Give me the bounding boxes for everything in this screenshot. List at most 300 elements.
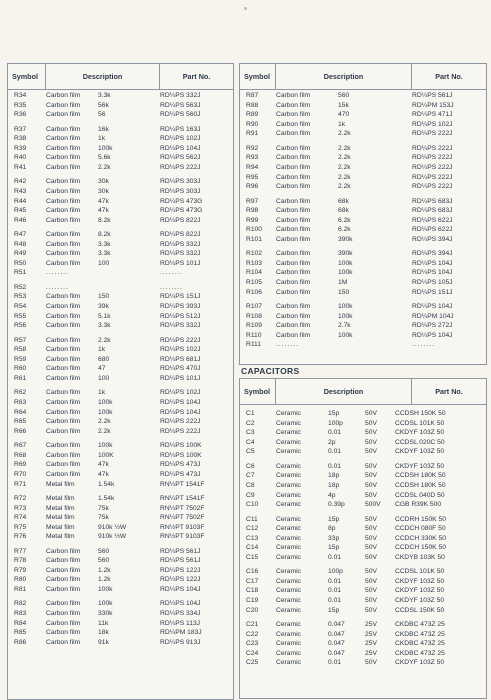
table-row xyxy=(240,409,486,419)
voltage-cell: 50V xyxy=(365,659,377,667)
type-cell: Carbon film xyxy=(46,355,81,363)
type-cell: Carbon film xyxy=(276,226,311,234)
part-no-cell: RN½PT 9103F xyxy=(160,533,205,541)
symbol-cell: C9 xyxy=(246,491,255,499)
symbol-cell: R56 xyxy=(14,322,27,330)
part-no-cell: RD¼PS 102J xyxy=(412,120,453,128)
table-row xyxy=(8,187,233,197)
value-cell: 6.2k xyxy=(338,216,351,224)
type-cell: Ceramic xyxy=(276,587,301,595)
part-no-cell: RD¼PS 822J xyxy=(160,231,201,239)
part-no-cell: RD¼PS 622J xyxy=(412,226,453,234)
type-cell: Carbon film xyxy=(276,154,311,162)
part-no-cell: RD¼PS 101J xyxy=(160,259,201,267)
value-cell: 75k xyxy=(98,504,109,512)
value-cell: 18p xyxy=(328,481,340,489)
type-cell: Ceramic xyxy=(276,472,301,480)
part-no-cell: RD¼PS 303J xyxy=(160,187,201,195)
type-cell: Carbon film xyxy=(276,269,311,277)
type-cell: Carbon film xyxy=(276,101,311,109)
part-no-cell: RD¼PS 104J xyxy=(160,144,201,152)
value-cell: 2.2k xyxy=(338,144,351,152)
symbol-cell: C2 xyxy=(246,419,255,427)
value-cell: 15p xyxy=(328,410,340,417)
type-cell: Ceramic xyxy=(276,491,301,499)
value-cell: 15p xyxy=(328,544,340,552)
part-no-cell: CKDYF 103Z 50 xyxy=(395,448,445,456)
table-row xyxy=(8,374,233,384)
resistor-table-left xyxy=(7,63,234,700)
type-cell: Carbon film xyxy=(46,154,81,162)
symbol-cell: R52 xyxy=(14,283,27,291)
part-no-cell: CCDCH 080F 50 xyxy=(395,525,446,533)
part-no-cell: RD¼PS 473J xyxy=(160,470,201,478)
type-cell: Carbon film xyxy=(276,183,311,191)
symbol-cell: C3 xyxy=(246,429,255,437)
symbol-cell: R63 xyxy=(14,399,27,406)
symbol-cell: C16 xyxy=(246,568,259,576)
type-cell: Metal film xyxy=(46,504,75,512)
value-cell: 39k xyxy=(98,303,109,311)
value-cell: 56 xyxy=(98,111,106,119)
symbol-cell: R109 xyxy=(246,322,262,330)
type-cell: Ceramic xyxy=(276,606,301,614)
table-row xyxy=(240,553,486,563)
table-row xyxy=(240,567,486,577)
header-description: Description xyxy=(276,64,412,89)
value-cell: 0.047 xyxy=(328,630,345,638)
table-row xyxy=(240,163,486,173)
part-no-cell: RD¼PS 100K xyxy=(160,451,202,459)
type-cell: Carbon film xyxy=(46,600,81,608)
voltage-cell: 50V xyxy=(365,472,377,480)
table-row xyxy=(8,177,233,187)
value-cell: 3.3k xyxy=(98,322,111,330)
symbol-cell: R89 xyxy=(246,111,259,119)
type-cell: Ceramic xyxy=(276,597,301,605)
part-no-cell: RD¼PS 102J xyxy=(160,135,201,143)
table-row xyxy=(240,620,486,630)
type-cell: ........ xyxy=(46,269,69,277)
table-header xyxy=(240,379,486,405)
value-cell: 560 xyxy=(98,557,110,565)
value-cell: 390k xyxy=(338,235,353,243)
table-row xyxy=(240,101,486,111)
table-row xyxy=(240,447,486,457)
value-cell: 15p xyxy=(328,606,340,614)
type-cell: Ceramic xyxy=(276,429,301,437)
table-row xyxy=(240,249,486,259)
value-cell: 100k xyxy=(98,586,113,594)
value-cell: 75k xyxy=(98,514,109,522)
table-row xyxy=(8,575,233,585)
voltage-cell: 50V xyxy=(365,448,377,456)
type-cell: Ceramic xyxy=(276,501,301,509)
voltage-cell: 50V xyxy=(365,606,377,614)
part-no-cell: RD¼PS 303J xyxy=(160,178,201,186)
voltage-cell: 50V xyxy=(365,419,377,427)
symbol-cell: C18 xyxy=(246,587,259,595)
part-no-cell: CCDSH 180K 50 xyxy=(395,481,446,489)
table-row xyxy=(240,129,486,139)
type-cell: Carbon film xyxy=(276,111,311,119)
type-cell: Carbon film xyxy=(46,336,81,344)
symbol-cell: C11 xyxy=(246,515,258,523)
table-row xyxy=(8,408,233,418)
table-row xyxy=(8,125,233,135)
part-no-cell: RD¼PS 222J xyxy=(412,163,453,171)
symbol-cell: C8 xyxy=(246,481,255,489)
table-row xyxy=(8,599,233,609)
type-cell: Ceramic xyxy=(276,534,301,542)
part-no-cell: CKDYB 103K 50 xyxy=(395,553,445,561)
type-cell: Carbon film xyxy=(46,547,81,555)
value-cell: 68k xyxy=(338,207,349,215)
symbol-cell: R48 xyxy=(14,240,27,248)
header-part-no: Part No. xyxy=(182,72,211,81)
type-cell: Carbon film xyxy=(46,586,81,594)
value-cell: 470 xyxy=(338,111,350,119)
table-row xyxy=(240,216,486,226)
type-cell: Carbon film xyxy=(46,231,81,239)
type-cell: Carbon film xyxy=(46,451,81,459)
type-cell: Ceramic xyxy=(276,544,301,552)
symbol-cell: R61 xyxy=(14,375,27,383)
part-no-cell: RD¼PS 332J xyxy=(160,250,201,258)
value-cell: 0.047 xyxy=(328,640,345,648)
type-cell: Carbon film xyxy=(276,144,311,152)
type-cell: Carbon film xyxy=(276,197,311,205)
value-cell: 2.2k xyxy=(338,183,351,191)
part-no-cell: RD¼PS 272J xyxy=(412,322,453,330)
symbol-cell: R88 xyxy=(246,101,259,109)
table-row xyxy=(240,288,486,298)
voltage-cell: 50V xyxy=(365,544,377,552)
type-cell: Carbon film xyxy=(46,303,81,311)
table-row xyxy=(8,585,233,595)
value-cell: 0.047 xyxy=(328,649,345,657)
symbol-cell: R79 xyxy=(14,566,27,574)
symbol-cell: R37 xyxy=(14,125,27,133)
type-cell: Carbon film xyxy=(46,399,81,406)
symbol-cell: C13 xyxy=(246,534,259,542)
voltage-cell: 50V xyxy=(365,587,377,595)
table-row xyxy=(8,441,233,451)
value-cell: 390k xyxy=(338,250,353,258)
type-cell: Ceramic xyxy=(276,481,301,489)
type-cell: Carbon film xyxy=(46,92,81,99)
part-no-cell: RD¼PS 122J xyxy=(160,566,201,574)
value-cell: 18k xyxy=(98,629,109,637)
type-cell: Ceramic xyxy=(276,649,301,657)
part-no-cell: CKDYF 103Z 50 xyxy=(395,462,445,470)
type-cell: Metal film xyxy=(46,480,75,488)
part-no-cell: RD¼PS 561J xyxy=(412,92,453,99)
symbol-cell: R39 xyxy=(14,144,27,152)
table-row xyxy=(8,283,233,293)
part-no-cell: CKDBC 473Z 25 xyxy=(395,649,445,657)
part-no-cell: RD¼PS 393J xyxy=(160,303,201,311)
part-no-cell: RD¼PS 222J xyxy=(412,130,453,138)
symbol-cell: C1 xyxy=(246,410,255,417)
page-mark xyxy=(244,7,247,10)
part-no-cell: RD¼PS 104J xyxy=(412,269,453,277)
voltage-cell: 25V xyxy=(365,621,377,629)
type-cell: Carbon film xyxy=(46,427,81,435)
value-cell: 0.39p xyxy=(328,501,345,509)
value-cell: 30k xyxy=(98,187,109,195)
symbol-cell: C14 xyxy=(246,544,259,552)
part-no-cell: RN¼PT 7502F xyxy=(160,514,205,522)
value-cell: 150 xyxy=(98,293,110,301)
part-no-cell: RD¼PS 104J xyxy=(160,586,201,594)
voltage-cell: 25V xyxy=(365,649,377,657)
symbol-cell: R85 xyxy=(14,629,27,637)
table-row xyxy=(8,494,233,504)
part-no-cell: CKDBC 473Z 25 xyxy=(395,621,445,629)
part-no-cell: CCDSL 040D 50 xyxy=(395,491,445,499)
value-cell: 2.2k xyxy=(98,418,111,426)
part-no-cell: RD¼PS 473G xyxy=(160,197,203,205)
part-no-cell: RD¼PS 100K xyxy=(160,442,202,450)
type-cell: Carbon film xyxy=(46,312,81,320)
table-row xyxy=(8,388,233,398)
table-row xyxy=(240,206,486,216)
part-no-cell: RN¼PT 1541F xyxy=(160,480,205,488)
symbol-cell: R104 xyxy=(246,269,262,277)
symbol-cell: R38 xyxy=(14,135,27,143)
symbol-cell: R96 xyxy=(246,183,259,191)
table-row xyxy=(8,292,233,302)
part-no-cell: RD¼PS 473G xyxy=(160,207,203,215)
part-no-cell: RD¼PS 470J xyxy=(160,365,201,373)
symbol-cell: R59 xyxy=(14,355,27,363)
value-cell: 1k xyxy=(98,135,106,143)
part-no-cell: RN¼PT 1541F xyxy=(160,494,205,502)
type-cell: Metal film xyxy=(46,533,75,541)
part-no-cell: CKDYF 103Z 50 xyxy=(395,659,445,667)
table-row xyxy=(240,278,486,288)
part-no-cell: RD¼PS 104J xyxy=(160,399,201,406)
type-cell: Carbon film xyxy=(46,163,81,171)
value-cell: 100k xyxy=(338,269,353,277)
table-row xyxy=(8,523,233,533)
value-cell: 8p xyxy=(328,525,336,533)
part-no-cell: RD¼PM 183J xyxy=(160,629,202,637)
symbol-cell: R71 xyxy=(14,480,27,488)
type-cell: Carbon film xyxy=(276,331,311,339)
part-no-cell: CCDSL 101K 50 xyxy=(395,419,445,427)
value-cell: 2.2k xyxy=(338,173,351,181)
value-cell: 1.2k xyxy=(98,576,111,584)
type-cell: Carbon film xyxy=(276,279,311,287)
value-cell: 3.3k xyxy=(98,240,111,248)
table-row xyxy=(240,524,486,534)
type-cell: Carbon film xyxy=(46,101,81,109)
table-row xyxy=(8,609,233,619)
table-row xyxy=(240,182,486,192)
type-cell: Carbon film xyxy=(276,235,311,243)
symbol-cell: C12 xyxy=(246,525,259,533)
type-cell: Ceramic xyxy=(276,630,301,638)
symbol-cell: C23 xyxy=(246,640,259,648)
symbol-cell: R107 xyxy=(246,303,262,311)
symbol-cell: R92 xyxy=(246,144,259,152)
part-no-cell: RD¼PS 562J xyxy=(160,154,201,162)
value-cell: 100k xyxy=(98,408,113,416)
table-row xyxy=(240,91,486,101)
value-cell: 100k xyxy=(98,600,113,608)
type-cell: Ceramic xyxy=(276,462,301,470)
voltage-cell: 50V xyxy=(365,438,377,446)
table-row xyxy=(8,480,233,490)
symbol-cell: R99 xyxy=(246,216,259,224)
table-row xyxy=(240,419,486,429)
value-cell: 100k xyxy=(98,144,113,152)
type-cell: Carbon film xyxy=(46,322,81,330)
symbol-cell: R53 xyxy=(14,293,27,301)
part-no-cell: CKDYF 103Z 50 xyxy=(395,597,445,605)
value-cell xyxy=(98,268,160,278)
symbol-cell: R43 xyxy=(14,187,27,195)
part-no-cell: RD¼PS 102J xyxy=(160,389,201,397)
part-no-cell: RD¼PS 122J xyxy=(160,576,201,584)
part-no-cell: RD¼PS 332J xyxy=(160,240,201,248)
type-cell: ........ xyxy=(46,283,69,291)
symbol-cell: R58 xyxy=(14,346,27,354)
symbol-cell: R83 xyxy=(14,610,27,618)
table-row xyxy=(240,438,486,448)
table-row xyxy=(8,364,233,374)
type-cell: Carbon film xyxy=(46,461,81,469)
table-row xyxy=(240,340,486,350)
table-row xyxy=(8,249,233,259)
value-cell xyxy=(338,340,412,350)
part-no-cell: RD¼PS 105J xyxy=(412,279,453,287)
table-row xyxy=(240,481,486,491)
part-no-cell: RD¼PS 332J xyxy=(160,322,201,330)
table-row xyxy=(240,225,486,235)
symbol-cell: R69 xyxy=(14,461,27,469)
value-cell: 2p xyxy=(328,438,336,446)
symbol-cell: R78 xyxy=(14,557,27,565)
table-row xyxy=(240,515,486,525)
type-cell: Metal film xyxy=(46,514,75,522)
table-row xyxy=(240,586,486,596)
voltage-cell: 50V xyxy=(365,410,377,417)
value-cell: 47k xyxy=(98,461,109,469)
part-no-cell: CCDSL 101K 50 xyxy=(395,568,445,576)
type-cell: Carbon film xyxy=(46,557,81,565)
value-cell: 100k xyxy=(98,442,113,450)
type-cell: Ceramic xyxy=(276,568,301,576)
table-row xyxy=(8,638,233,648)
table-row xyxy=(8,556,233,566)
value-cell: 16k xyxy=(98,125,109,133)
part-no-cell: RD¼PS 681J xyxy=(160,355,201,363)
value-cell: 47k xyxy=(98,197,109,205)
symbol-cell: R102 xyxy=(246,250,262,258)
value-cell: 910k ½W xyxy=(98,523,127,531)
symbol-cell: R57 xyxy=(14,336,27,344)
table-row xyxy=(240,197,486,207)
symbol-cell: C7 xyxy=(246,472,255,480)
symbol-cell: C15 xyxy=(246,553,259,561)
symbol-cell: R34 xyxy=(14,92,27,99)
value-cell: 0.01 xyxy=(328,659,342,667)
table-row xyxy=(8,259,233,269)
symbol-cell: C10 xyxy=(246,501,259,509)
symbol-cell: R106 xyxy=(246,288,262,296)
capacitors-title: CAPACITORS xyxy=(241,366,300,376)
value-cell: 5.1k xyxy=(98,312,111,320)
table-row xyxy=(240,428,486,438)
table-row xyxy=(240,173,486,183)
symbol-cell: R101 xyxy=(246,235,262,243)
type-cell: Carbon film xyxy=(276,259,311,267)
voltage-cell: 50V xyxy=(365,553,377,561)
value-cell: 1k xyxy=(98,346,106,354)
symbol-cell: C6 xyxy=(246,462,255,470)
symbol-cell: R67 xyxy=(14,442,27,450)
value-cell: 1k xyxy=(98,389,106,397)
type-cell: Carbon film xyxy=(46,566,81,574)
table-row xyxy=(240,500,486,510)
symbol-cell: C5 xyxy=(246,448,255,456)
part-no-cell: RD¼PS 222J xyxy=(412,183,453,191)
symbol-cell: R68 xyxy=(14,451,27,459)
part-no-cell: RD¼PS 473J xyxy=(160,461,201,469)
symbol-cell: R51 xyxy=(14,269,27,277)
part-no-cell: ........ xyxy=(160,283,183,291)
table-header xyxy=(8,64,233,90)
symbol-cell: R94 xyxy=(246,163,259,171)
part-no-cell: CGB R39K 500 xyxy=(395,501,442,509)
symbol-cell: R50 xyxy=(14,259,27,267)
type-cell: Carbon film xyxy=(46,418,81,426)
type-cell: Carbon film xyxy=(276,92,311,99)
value-cell: 0.01 xyxy=(328,462,342,470)
type-cell: Carbon film xyxy=(46,207,81,215)
value-cell: 560 xyxy=(338,92,350,99)
voltage-cell: 50V xyxy=(365,515,377,523)
type-cell: Carbon film xyxy=(46,375,81,383)
type-cell: Ceramic xyxy=(276,577,301,585)
part-no-cell: RD¼PS 394J xyxy=(412,250,453,258)
type-cell: Carbon film xyxy=(276,216,311,224)
table-row xyxy=(240,153,486,163)
part-no-cell: RD¼PS 471J xyxy=(412,111,453,119)
type-cell: Carbon film xyxy=(276,322,311,330)
type-cell: Carbon film xyxy=(46,144,81,152)
value-cell: 0.01 xyxy=(328,448,342,456)
type-cell: Carbon film xyxy=(46,111,81,119)
voltage-cell: 50V xyxy=(365,462,377,470)
part-no-cell: CKDBC 473Z 25 xyxy=(395,630,445,638)
symbol-cell: R45 xyxy=(14,207,27,215)
part-no-cell: RD¼PS 104J xyxy=(412,303,453,311)
type-cell: Carbon film xyxy=(46,293,81,301)
value-cell: 560 xyxy=(98,547,110,555)
symbol-cell: R111 xyxy=(246,341,261,349)
table-row xyxy=(8,460,233,470)
part-no-cell: ........ xyxy=(412,341,435,349)
symbol-cell: R87 xyxy=(246,92,259,99)
type-cell: Carbon film xyxy=(46,216,81,224)
voltage-cell: 50V xyxy=(365,491,377,499)
part-no-cell: CCDSH 150K 50 xyxy=(395,410,446,417)
table-row xyxy=(240,302,486,312)
